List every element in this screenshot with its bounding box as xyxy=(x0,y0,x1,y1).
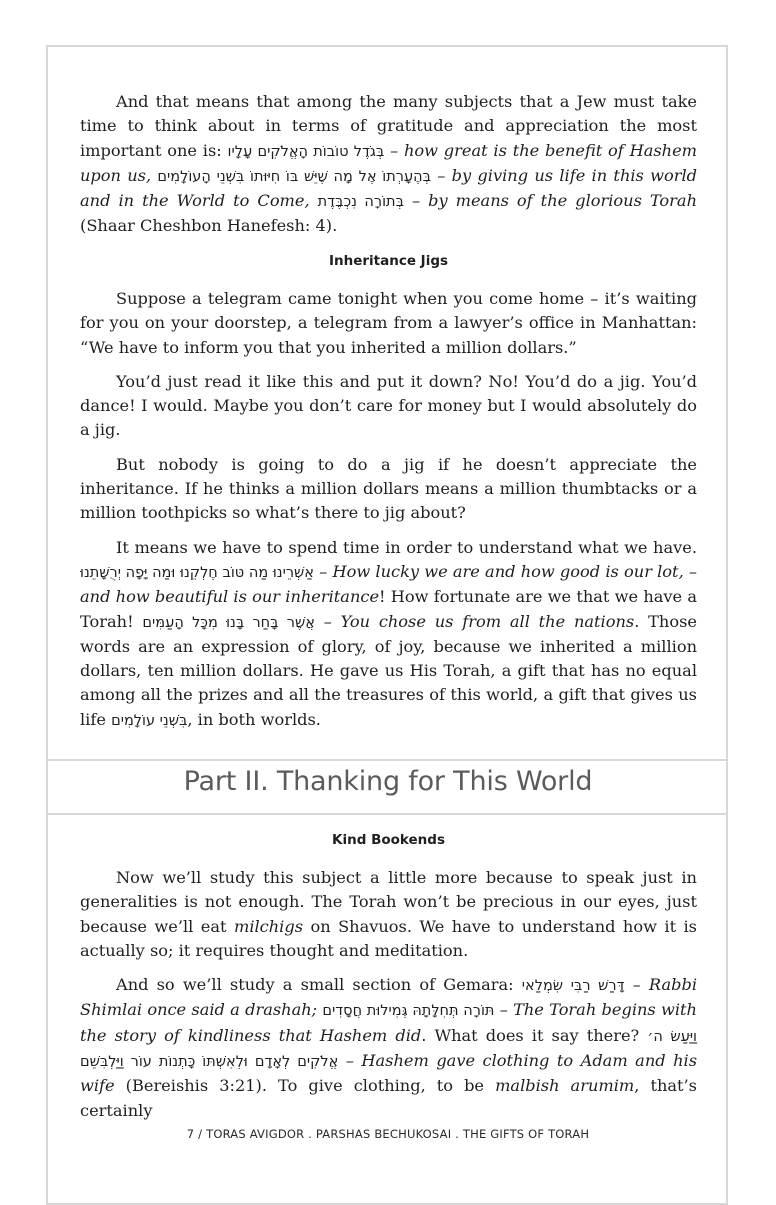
paragraph xyxy=(80,536,697,733)
bookends-section xyxy=(80,832,697,1133)
hebrew-quote: דָּרַשׁ רַבִּי שִׂמְלַאי xyxy=(521,978,625,995)
hebrew-quote: בְּתוֹרָה נִכְבֶּדֶת xyxy=(317,194,404,211)
hebrew-quote: בְּגֹדֶל טוֹבוֹת הָאֱלֹקִים עָלָיו xyxy=(227,143,385,160)
text-run: , in both worlds. xyxy=(187,709,321,729)
text-run: You’d just read it like this and put it down? No! You’d do a jig. You’d dance! I would. Maybe you don’t care for money but I would absolutely do a jig. xyxy=(80,371,697,440)
text-run: ! How fortunate are we that we have a Torah! xyxy=(80,587,697,631)
text-run: . Those words are an expression of glory, of joy, because we inherited a million dollars, ten million dollars. He gave us His Torah, a gift that has no equal among all the prizes and all the treasures of this world, a gift that gives us life xyxy=(80,611,697,729)
page-footer: 7 / TORAS AVIGDOR . PARSHAS BECHUKOSAI . THE GIFTS OF TORAH xyxy=(186,1127,590,1141)
paragraph xyxy=(80,453,697,526)
text-run: (Bereishis 3:21). To give clothing, to be xyxy=(114,1076,496,1096)
paragraph xyxy=(80,973,697,1123)
paragraph xyxy=(80,866,697,963)
text-run: (Shaar Cheshbon Hanefesh: 4). xyxy=(80,216,338,236)
italic-translation: milchigs xyxy=(233,916,304,936)
paragraph xyxy=(80,90,697,239)
italic-translation: malbish arumim xyxy=(495,1076,635,1096)
section-heading: Kind Bookends xyxy=(332,832,445,848)
hebrew-quote: אֲשֶׁר בָּחַר בָּנוּ מִכָּל הָעַמִּים xyxy=(142,614,315,631)
italic-translation: – Hashem gave clothing to Adam and his wife xyxy=(80,1051,697,1096)
italic-translation: – The Torah begins with the story of kindliness that Hashem did xyxy=(80,1000,697,1045)
hebrew-quote: אַשְׁרֵינוּ מַה טּוֹב חֶלְקֵנוּ וּמַה יָּפָה יְרֻשָּׁתֵנוּ xyxy=(80,564,314,581)
hebrew-quote: וַיַּעַשׂ ה׳ אֱלֹקִים לְאָדָם וּלְאִשְׁתּוֹ כָּתְנוֹת עוֹר וַיַּלְבִּשֵׁם xyxy=(80,1028,698,1071)
inheritance-section xyxy=(80,253,697,743)
italic-translation: – how great is the benefit of Hashem upon us, xyxy=(80,140,698,185)
paragraph xyxy=(80,287,697,360)
italic-translation: – by means of the glorious Torah xyxy=(403,191,697,211)
text-run: It means we have to spend time in order to understand what we have. xyxy=(116,537,697,557)
italic-translation: – Rabbi Shimlai once said a drashah; xyxy=(80,975,698,1020)
text-run: on Shavuos. We have to understand how it is actually so; it requires thought and meditation. xyxy=(80,916,697,960)
italic-translation: – You chose us from all the nations xyxy=(314,611,635,631)
text-run: And that means that among the many subjects that a Jew must take time to think about in terms of gratitude and appreciation the most important one is: xyxy=(80,92,697,160)
text-run: . What does it say there? xyxy=(421,1025,648,1045)
hebrew-quote: בְּהֶעָרְתוֹ אֶל מָה שֶׁיֵּשׁ בּוֹ חִיּוּתוֹ בִּשְׁנֵי הָעוֹלָמִים xyxy=(157,168,431,185)
text-run: And so we’ll study a small section of Gemara: xyxy=(116,975,522,995)
section-heading: Inheritance Jigs xyxy=(328,253,449,269)
text-run: But nobody is going to do a jig if he doesn’t appreciate the inheritance. If he thinks a million dollars means a million thumbtacks or a million toothpicks so what’s there to jig about? xyxy=(80,454,697,523)
text-run: Suppose a telegram came tonight when you come home – it’s waiting for you on your doorstep, a telegram from a lawyer’s office in Manhattan: “We have to inform you that you inherited a million dollars.” xyxy=(80,289,697,357)
part-title: Part II. Thanking for This World xyxy=(183,766,593,797)
hebrew-quote: בִּשְׁנֵי עוֹלָמִים xyxy=(111,712,188,729)
divider-top xyxy=(48,759,728,761)
italic-translation: – How lucky we are and how good is our lot, – and how beautiful is our inheritance xyxy=(80,561,698,607)
text-run: , that’s certainly xyxy=(80,1076,697,1120)
intro-section xyxy=(80,90,697,249)
text-run: Now we’ll study this subject a little more because to speak just in generalities is not enough. The Torah won’t be precious in our eyes, just because we’ll eat xyxy=(80,868,697,936)
paragraph xyxy=(80,370,697,443)
divider-bottom xyxy=(48,813,728,815)
hebrew-quote: תּוֹרָה תְּחִלָּתָהּ גְּמִילוּת חֲסָדִים xyxy=(322,1003,495,1020)
italic-translation: – by giving us life in this world and in the World to Come, xyxy=(80,165,698,211)
